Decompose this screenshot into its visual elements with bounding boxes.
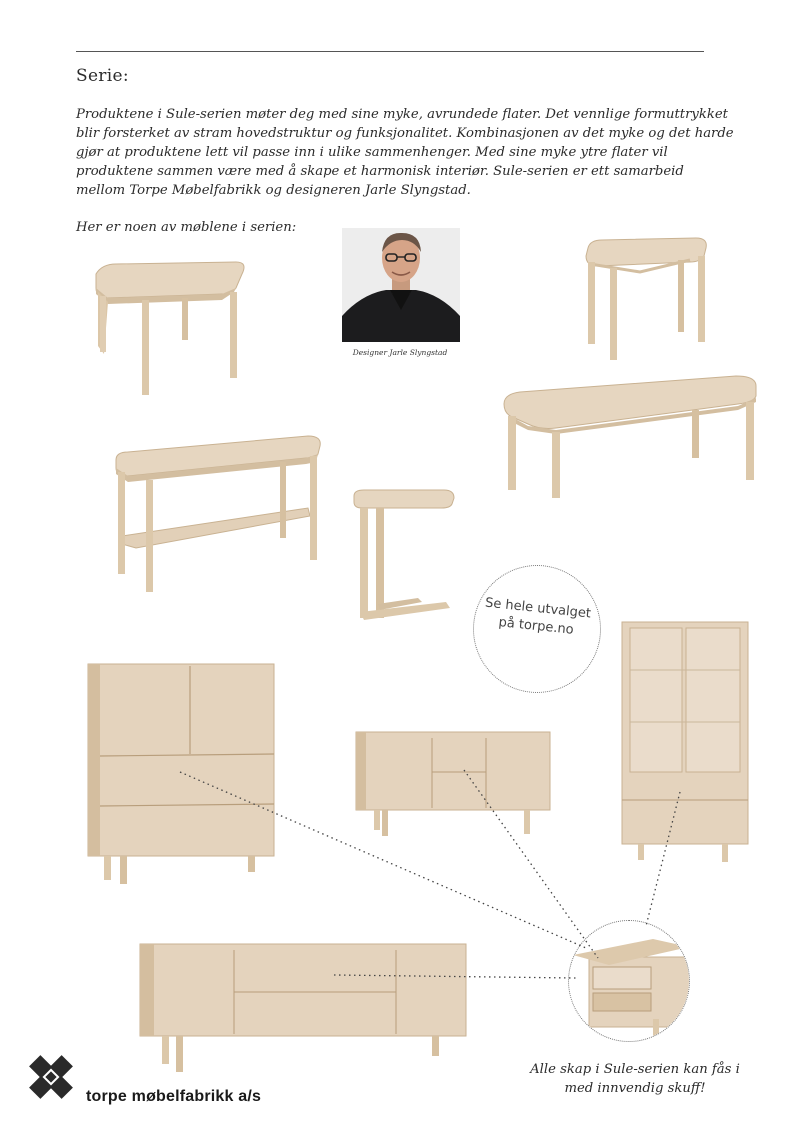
glass-cabinet-image — [618, 618, 754, 864]
page-heading: Serie: — [76, 66, 129, 86]
promo-line-2: på torpe.no — [497, 615, 575, 638]
promo-circle — [473, 565, 601, 693]
designer-caption: Designer Jarle Slyngstad — [352, 348, 448, 357]
side-table-image — [86, 258, 256, 403]
footnote-line-2: med innvendig skuff! — [564, 1081, 706, 1096]
intro-paragraph: Produktene i Sule-serien møter deg med sine myke, avrundede flater. Det vennlige formuttrykket blir forsterket av stram hovedstruktur og funksjonalitet. Kombinasjonen av det myke og det harde gjør at produktene lett vil passe inn i ulike sammenhenger. Med sine myke ytre flater vil produktene sammen være med å skape et harmonisk interiør. Sule-serien er ett samarbeid mellom Torpe Møbelfabrikk og designeren Jarle Slyngstad. — [76, 107, 734, 198]
designer-photo — [342, 228, 460, 342]
small-sideboard-image — [352, 728, 552, 843]
promo-line-1: Se hele utvalget — [484, 595, 592, 622]
coffee-table-image — [500, 372, 762, 502]
brand-name: torpe møbelfabrikk a/s — [86, 1088, 262, 1105]
torpe-logo-icon — [26, 1052, 76, 1102]
long-sideboard-image — [136, 938, 471, 1078]
console-table-image — [580, 234, 716, 364]
c-side-table-image — [350, 486, 460, 626]
header-rule — [76, 51, 704, 52]
tall-cabinet-image — [82, 660, 282, 885]
series-subheading: Her er noen av møblene i serien: — [76, 220, 297, 235]
footnote-line-1: Alle skap i Sule-serien kan fås i — [530, 1062, 740, 1077]
drawer-detail-circle — [568, 920, 690, 1042]
shelf-console-image — [110, 432, 325, 597]
drawer-footnote — [520, 1060, 750, 1098]
